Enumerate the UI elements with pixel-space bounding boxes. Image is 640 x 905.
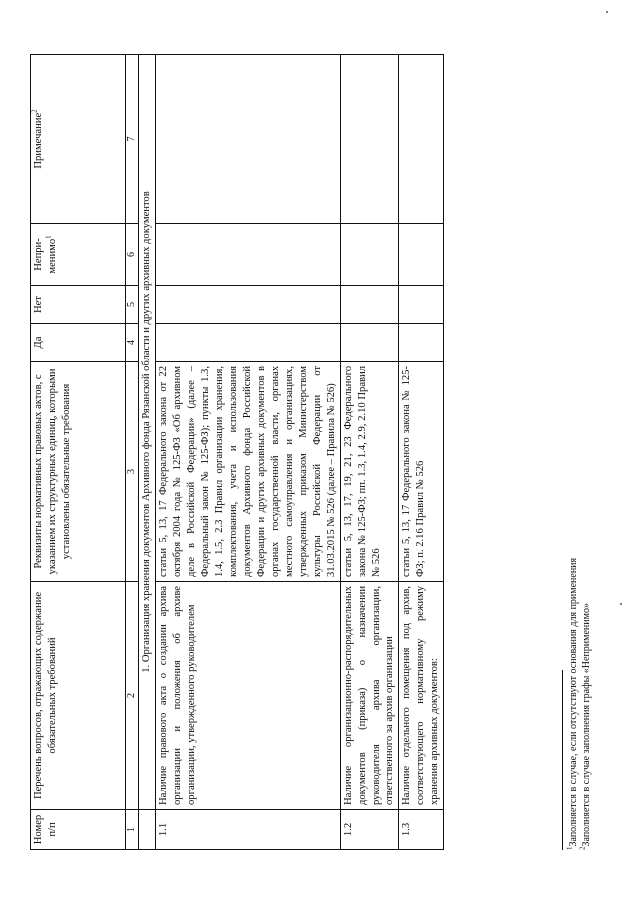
column-number: 6 [126,224,139,286]
section-empty-cell [139,810,156,850]
no-cell[interactable] [399,286,444,324]
header-not-applicable [31,224,126,286]
column-number: 4 [126,324,139,362]
row-number: 1.3 [399,810,444,850]
not-applicable-cell[interactable] [340,224,399,286]
footnote-ref-2: 2 [30,109,39,113]
footnote-text: Заполняется в случае, если отсутствуют основания для применения [568,557,579,847]
row-question: Наличие правового акта о создании архива организации и положения об архиве организации, утвержденного руководителем [155,582,340,810]
not-applicable-cell[interactable] [155,224,340,286]
row-number: 1.1 [155,810,340,850]
column-number: 2 [126,582,139,810]
footnote-mark: 2 [578,846,587,850]
row-legal-acts: статьи 5, 13, 17 Федерального закона от 22 октября 2004 года № 125-ФЗ «Об архивном деле в Российской Федерации» (далее – Федеральный закон № 125-ФЗ); пункты 1.3, 1.4, 1.5, 2.3 Правил организации хранения, комплектования, учета и использования документов Архивного фонда Российской Федерации и других архивных документов в органах государственной власти, органах местного самоуправления и организациях, утвержденных приказом Министерством культуры Российской Федерации от 31.03.2015 № 526 (далее – Правила № 526) [155,362,340,582]
scan-speck [620,603,622,605]
table-row [340,55,399,850]
column-number: 5 [126,286,139,324]
section-row [139,55,156,850]
row-number: 1.2 [340,810,399,850]
column-number-row [126,55,139,850]
row-legal-acts: статьи 5, 13, 17 Федерального закона № 125-ФЗ; п. 2.16 Правил № 526 [399,362,444,582]
header-no: Нет [31,286,126,324]
footnote-divider [562,670,563,850]
column-number: 3 [126,362,139,582]
note-cell[interactable] [155,55,340,224]
column-number: 7 [126,55,139,224]
header-acts: Реквизиты нормативных правовых актов, с указанием их структурных единиц, которыми установлены обязательные требования [31,362,126,582]
row-question: Наличие организационно-распорядительных документов (приказа) о назначении руководителя архива организации, ответственного за архив организации [340,582,399,810]
note-cell[interactable] [399,55,444,224]
checklist-table [30,54,444,850]
header-note [31,55,126,224]
footnote-text: Заполняется в случае заполнения графы «Неприменимо» [581,603,592,847]
section-title: 1. Организация хранения документов Архивного фонда Рязанской области и других архивных документов [139,55,156,810]
column-number: 1 [126,810,139,850]
header-not-applicable-text: Непри-менимо [33,238,58,274]
header-num: Номер п/п [31,810,126,850]
no-cell[interactable] [155,286,340,324]
yes-cell[interactable] [340,324,399,362]
yes-cell[interactable] [399,324,444,362]
header-row [31,55,126,850]
footnote-ref-1: 1 [44,235,53,239]
scan-speck [606,11,608,13]
footnotes [562,290,593,850]
header-yes: Да [31,324,126,362]
table-row [155,55,340,850]
row-legal-acts: статьи 5, 13, 17, 19, 21, 23 Федерального закона № 125-ФЗ; пп. 1.3, 1.4, 2.9, 2.10 Правил № 526 [340,362,399,582]
footnote-2 [580,290,593,850]
no-cell[interactable] [340,286,399,324]
footnote-1 [567,290,580,850]
row-question: Наличие отдельного помещения под архив, соответствующего нормативному режиму хранения архивных документов: [399,582,444,810]
not-applicable-cell[interactable] [399,224,444,286]
note-cell[interactable] [340,55,399,224]
header-note-text: Примечание [33,112,44,169]
header-questions: Перечень вопросов, отражающих содержание обязательных требований [31,582,126,810]
yes-cell[interactable] [155,324,340,362]
table-row [399,55,444,850]
footnote-mark: 1 [565,846,574,850]
